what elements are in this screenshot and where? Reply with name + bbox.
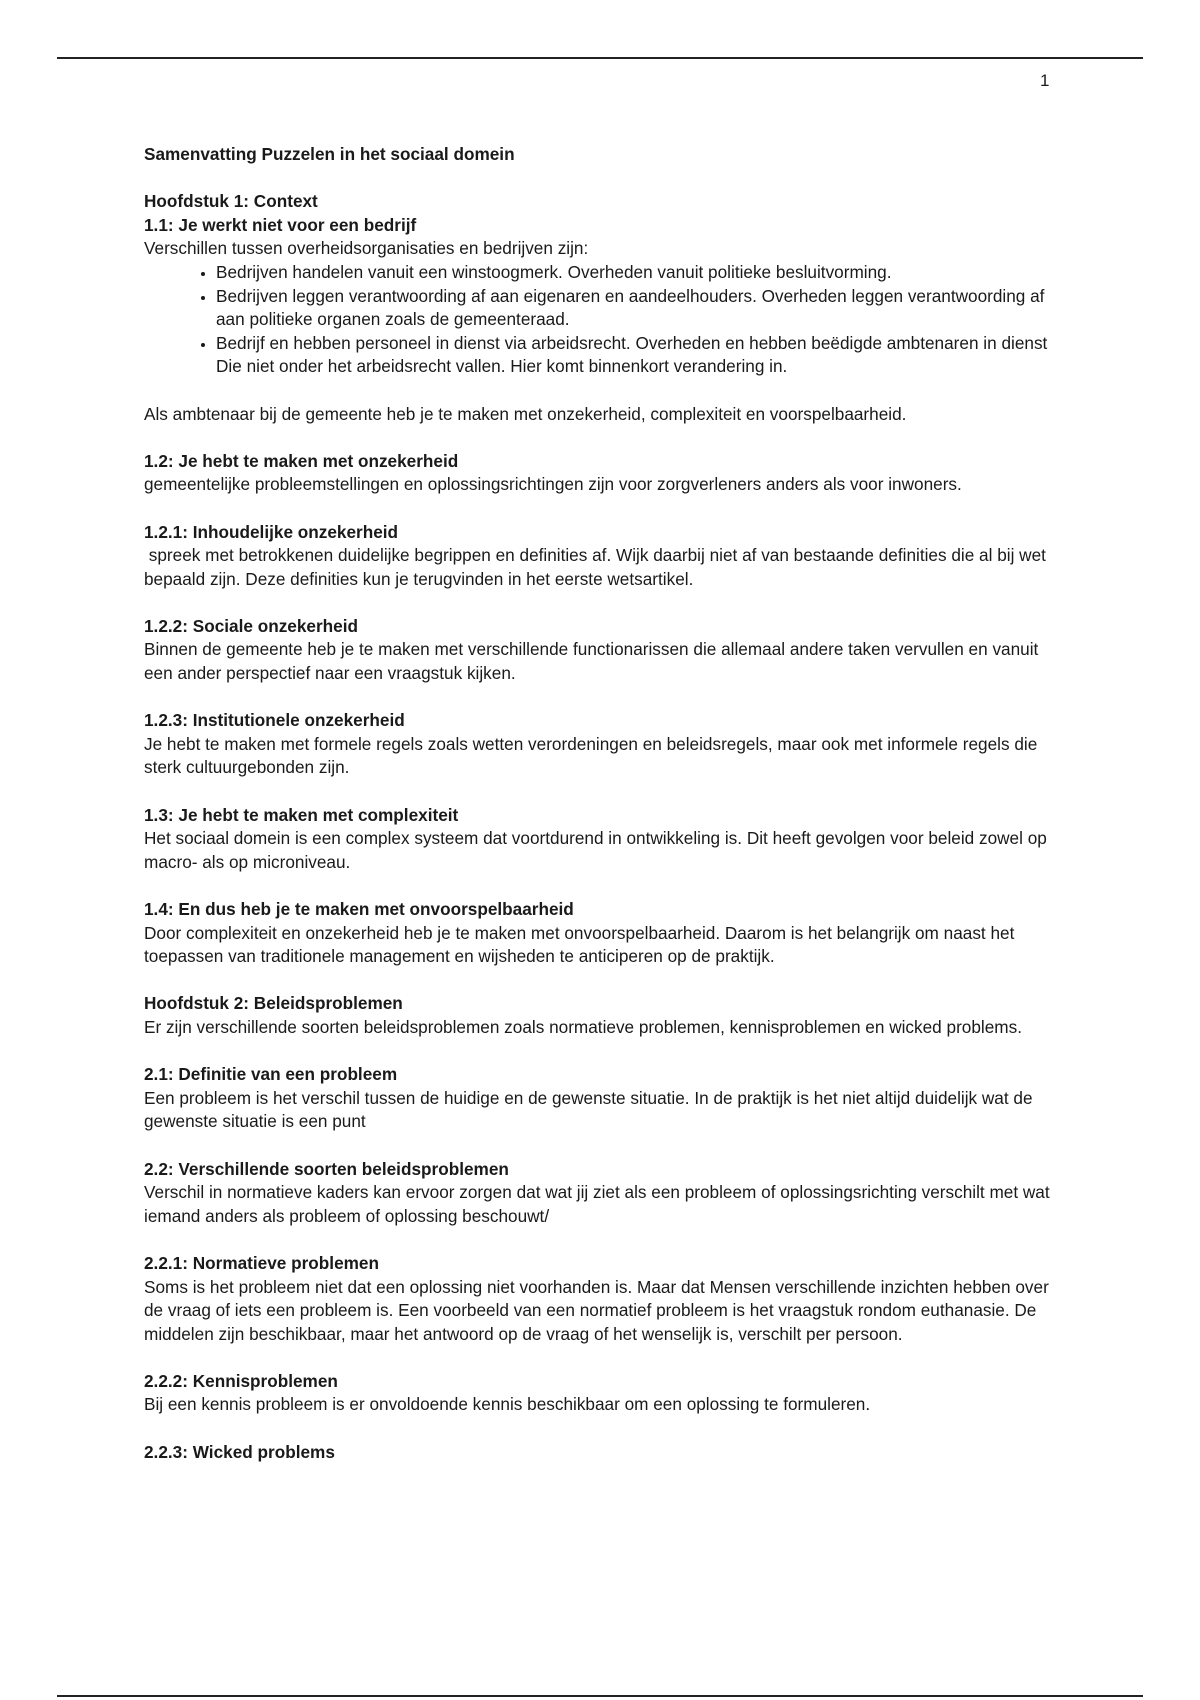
section-1-1-closing xyxy=(144,403,1064,427)
section-1-2-1-heading: 1.2.1: Inhoudelijke onzekerheid xyxy=(144,521,399,542)
section-1-4-body: Door complexiteit en onzekerheid heb je te maken met onvoorspelbaarheid. Daarom is het belangrijk om naast het toepassen van traditionele management en wijsheden te anticiperen op de praktijk. xyxy=(144,922,1015,967)
footer-rule xyxy=(57,1695,1143,1697)
document-title: Samenvatting Puzzelen in het sociaal domein xyxy=(144,144,515,164)
bullet-item: • Bedrijven leggen verantwoording af aan eigenaren en aandeelhouders. Overheden leggen verantwoording af aan politieke organen zoals de gemeenteraad. xyxy=(216,285,1064,332)
chapter-2-heading: Hoofdstuk 2: Beleidsproblemen xyxy=(144,993,403,1014)
section-2-2-2-heading: 2.2.2: Kennisproblemen xyxy=(144,1370,338,1391)
section-1-2-2 xyxy=(144,615,1064,686)
section-2-2-body: Verschil in normatieve kaders kan ervoor zorgen dat wat jij ziet als een probleem of oplossingsrichting verschilt met wat iemand anders als probleem of oplossing beschouwt/ xyxy=(144,1182,1050,1226)
chapter-1-heading: Hoofdstuk 1: Context xyxy=(144,191,318,212)
section-1-2-2-body: Binnen de gemeente heb je te maken met verschillende functionarissen die allemaal andere taken vervullen en vanuit een ander perspectief naar een vraagstuk kijken. xyxy=(144,639,1039,684)
section-2-2-2 xyxy=(144,1370,1064,1417)
section-1-2-1 xyxy=(144,521,1064,592)
section-2-2-2-body: Bij een kennis probleem is er onvoldoende kennis beschikbaar om een oplossing te formuleren. xyxy=(144,1394,871,1415)
chapter-2 xyxy=(144,992,1064,1039)
section-1-3-heading: 1.3: Je hebt te maken met complexiteit xyxy=(144,804,459,825)
section-1-2-2-heading: 1.2.2: Sociale onzekerheid xyxy=(144,615,358,636)
section-2-2-1 xyxy=(144,1252,1064,1346)
section-1-3-body: Het sociaal domein is een complex systeem dat voortdurend in ontwikkeling is. Dit heeft gevolgen voor beleid zowel op macro- als op microniveau. xyxy=(144,828,1047,872)
section-1-2-3 xyxy=(144,709,1064,780)
section-1-4-heading: 1.4: En dus heb je te maken met onvoorspelbaarheid xyxy=(144,899,574,919)
document-body xyxy=(144,143,1064,1488)
section-2-1 xyxy=(144,1063,1064,1134)
section-2-2-3-heading: 2.2.3: Wicked problems xyxy=(144,1441,335,1462)
section-1-1-bullet-list xyxy=(144,261,1064,379)
chapter-2-intro: Er zijn verschillende soorten beleidsproblemen zoals normatieve problemen, kennisproblemen en wicked problems. xyxy=(144,1016,1022,1037)
section-1-2-1-body: spreek met betrokkenen duidelijke begrippen en definities af. Wijk daarbij niet af van bestaande definities die al bij wet bepaald zijn. Deze definities kun je terugvinden in het eerste wetsartikel. xyxy=(144,545,1051,589)
section-1-2-3-body: Je hebt te maken met formele regels zoals wetten verordeningen en beleidsregels, maar ook met informele regels die sterk cultuurgebonden zijn. xyxy=(144,733,1038,778)
section-1-2-3-heading: 1.2.3: Institutionele onzekerheid xyxy=(144,710,405,731)
section-2-2-3 xyxy=(144,1441,1064,1465)
section-2-1-heading: 2.1: Definitie van een probleem xyxy=(144,1064,398,1085)
section-2-2-heading: 2.2: Verschillende soorten beleidsproblemen xyxy=(144,1158,509,1179)
section-1-1-intro: Verschillen tussen overheidsorganisaties en bedrijven zijn: xyxy=(144,238,589,259)
section-1-1 xyxy=(144,190,1064,379)
section-1-4 xyxy=(144,898,1064,969)
section-2-1-body: Een probleem is het verschil tussen de huidige en de gewenste situatie. In de praktijk is het niet altijd duidelijk wat de gewenste situatie is een punt xyxy=(144,1087,1033,1132)
bullet-item: • Bedrijven handelen vanuit een winstoogmerk. Overheden vanuit politieke besluitvorming. xyxy=(216,261,1064,285)
section-1-2-body: gemeentelijke probleemstellingen en oplossingsrichtingen zijn voor zorgverleners anders als voor inwoners. xyxy=(144,474,962,495)
section-1-3 xyxy=(144,804,1064,875)
page-number: 1 xyxy=(1040,71,1050,90)
section-1-1-closing-text: Als ambtenaar bij de gemeente heb je te maken met onzekerheid, complexiteit en voorspelbaarheid. xyxy=(144,403,907,424)
section-2-2-1-heading: 2.2.1: Normatieve problemen xyxy=(144,1252,379,1273)
section-2-2 xyxy=(144,1158,1064,1229)
section-2-2-1-body: Soms is het probleem niet dat een oplossing niet voorhanden is. Maar dat Mensen verschillende inzichten hebben over de vraag of iets een probleem is. Een voorbeeld van een normatief probleem is het vraagstuk rondom euthanasie. De middelen zijn beschikbaar, maar het antwoord op de vraag of het wenselijk is, verschilt per persoon. xyxy=(144,1276,1049,1344)
header-rule xyxy=(57,57,1143,59)
bullet-item: • Bedrijf en hebben personeel in dienst via arbeidsrecht. Overheden en hebben beëdigde ambtenaren in dienst Die niet onder het arbeidsrecht vallen. Hier komt binnenkort verandering in. xyxy=(216,332,1064,379)
section-1-2 xyxy=(144,450,1064,497)
section-1-1-heading: 1.1: Je werkt niet voor een bedrijf xyxy=(144,214,417,235)
section-1-2-heading: 1.2: Je hebt te maken met onzekerheid xyxy=(144,450,459,471)
